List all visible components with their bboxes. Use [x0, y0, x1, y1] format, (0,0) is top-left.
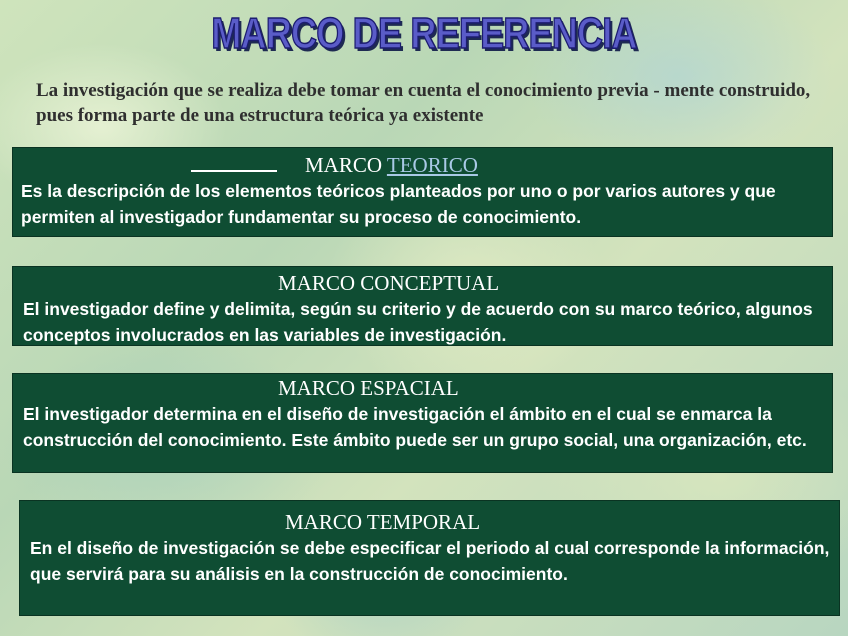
marco-temporal-title: MARCO TEMPORAL	[285, 510, 481, 534]
marco-teorico-box	[12, 147, 833, 237]
marco-espacial-box	[12, 373, 833, 473]
marco-conceptual-box	[12, 266, 833, 346]
teorico-link[interactable]: TEORICO	[386, 153, 478, 177]
slide-title: MARCO DE REFERENCIA	[211, 9, 637, 58]
marco-temporal-text: En el diseño de investigación se debe especificar el periodo al cual corresponde la información, que servirá para su análisis en la construcción de conocimiento.	[30, 538, 830, 584]
marco-conceptual-text: El investigador define y delimita, según su criterio y de acuerdo con su marco teórico, algunos conceptos involucrados en las variables de investigación.	[23, 299, 813, 345]
intro-text: La investigación que se realiza debe tomar en cuenta el conocimiento previa - mente construido, pues forma parte de una estructura teórica ya existente	[36, 80, 811, 126]
marco-teorico-title	[13, 148, 832, 178]
marco-teorico-text: Es la descripción de los elementos teóricos planteados por uno o por varios autores y que permiten al investigador fundamentar su proceso de conocimiento.	[21, 181, 776, 227]
blank-underline	[191, 152, 277, 172]
marco-conceptual-title: MARCO CONCEPTUAL	[278, 271, 500, 295]
marco-espacial-text: El investigador determina en el diseño de investigación el ámbito en el cual se enmarca la construcción del conocimiento. Este ámbito puede ser un grupo social, una organización, etc.	[23, 404, 807, 450]
marco-temporal-box	[19, 500, 840, 616]
marco-teorico-title-prefix: MARCO	[305, 153, 383, 177]
marco-espacial-title: MARCO ESPACIAL	[278, 376, 459, 400]
